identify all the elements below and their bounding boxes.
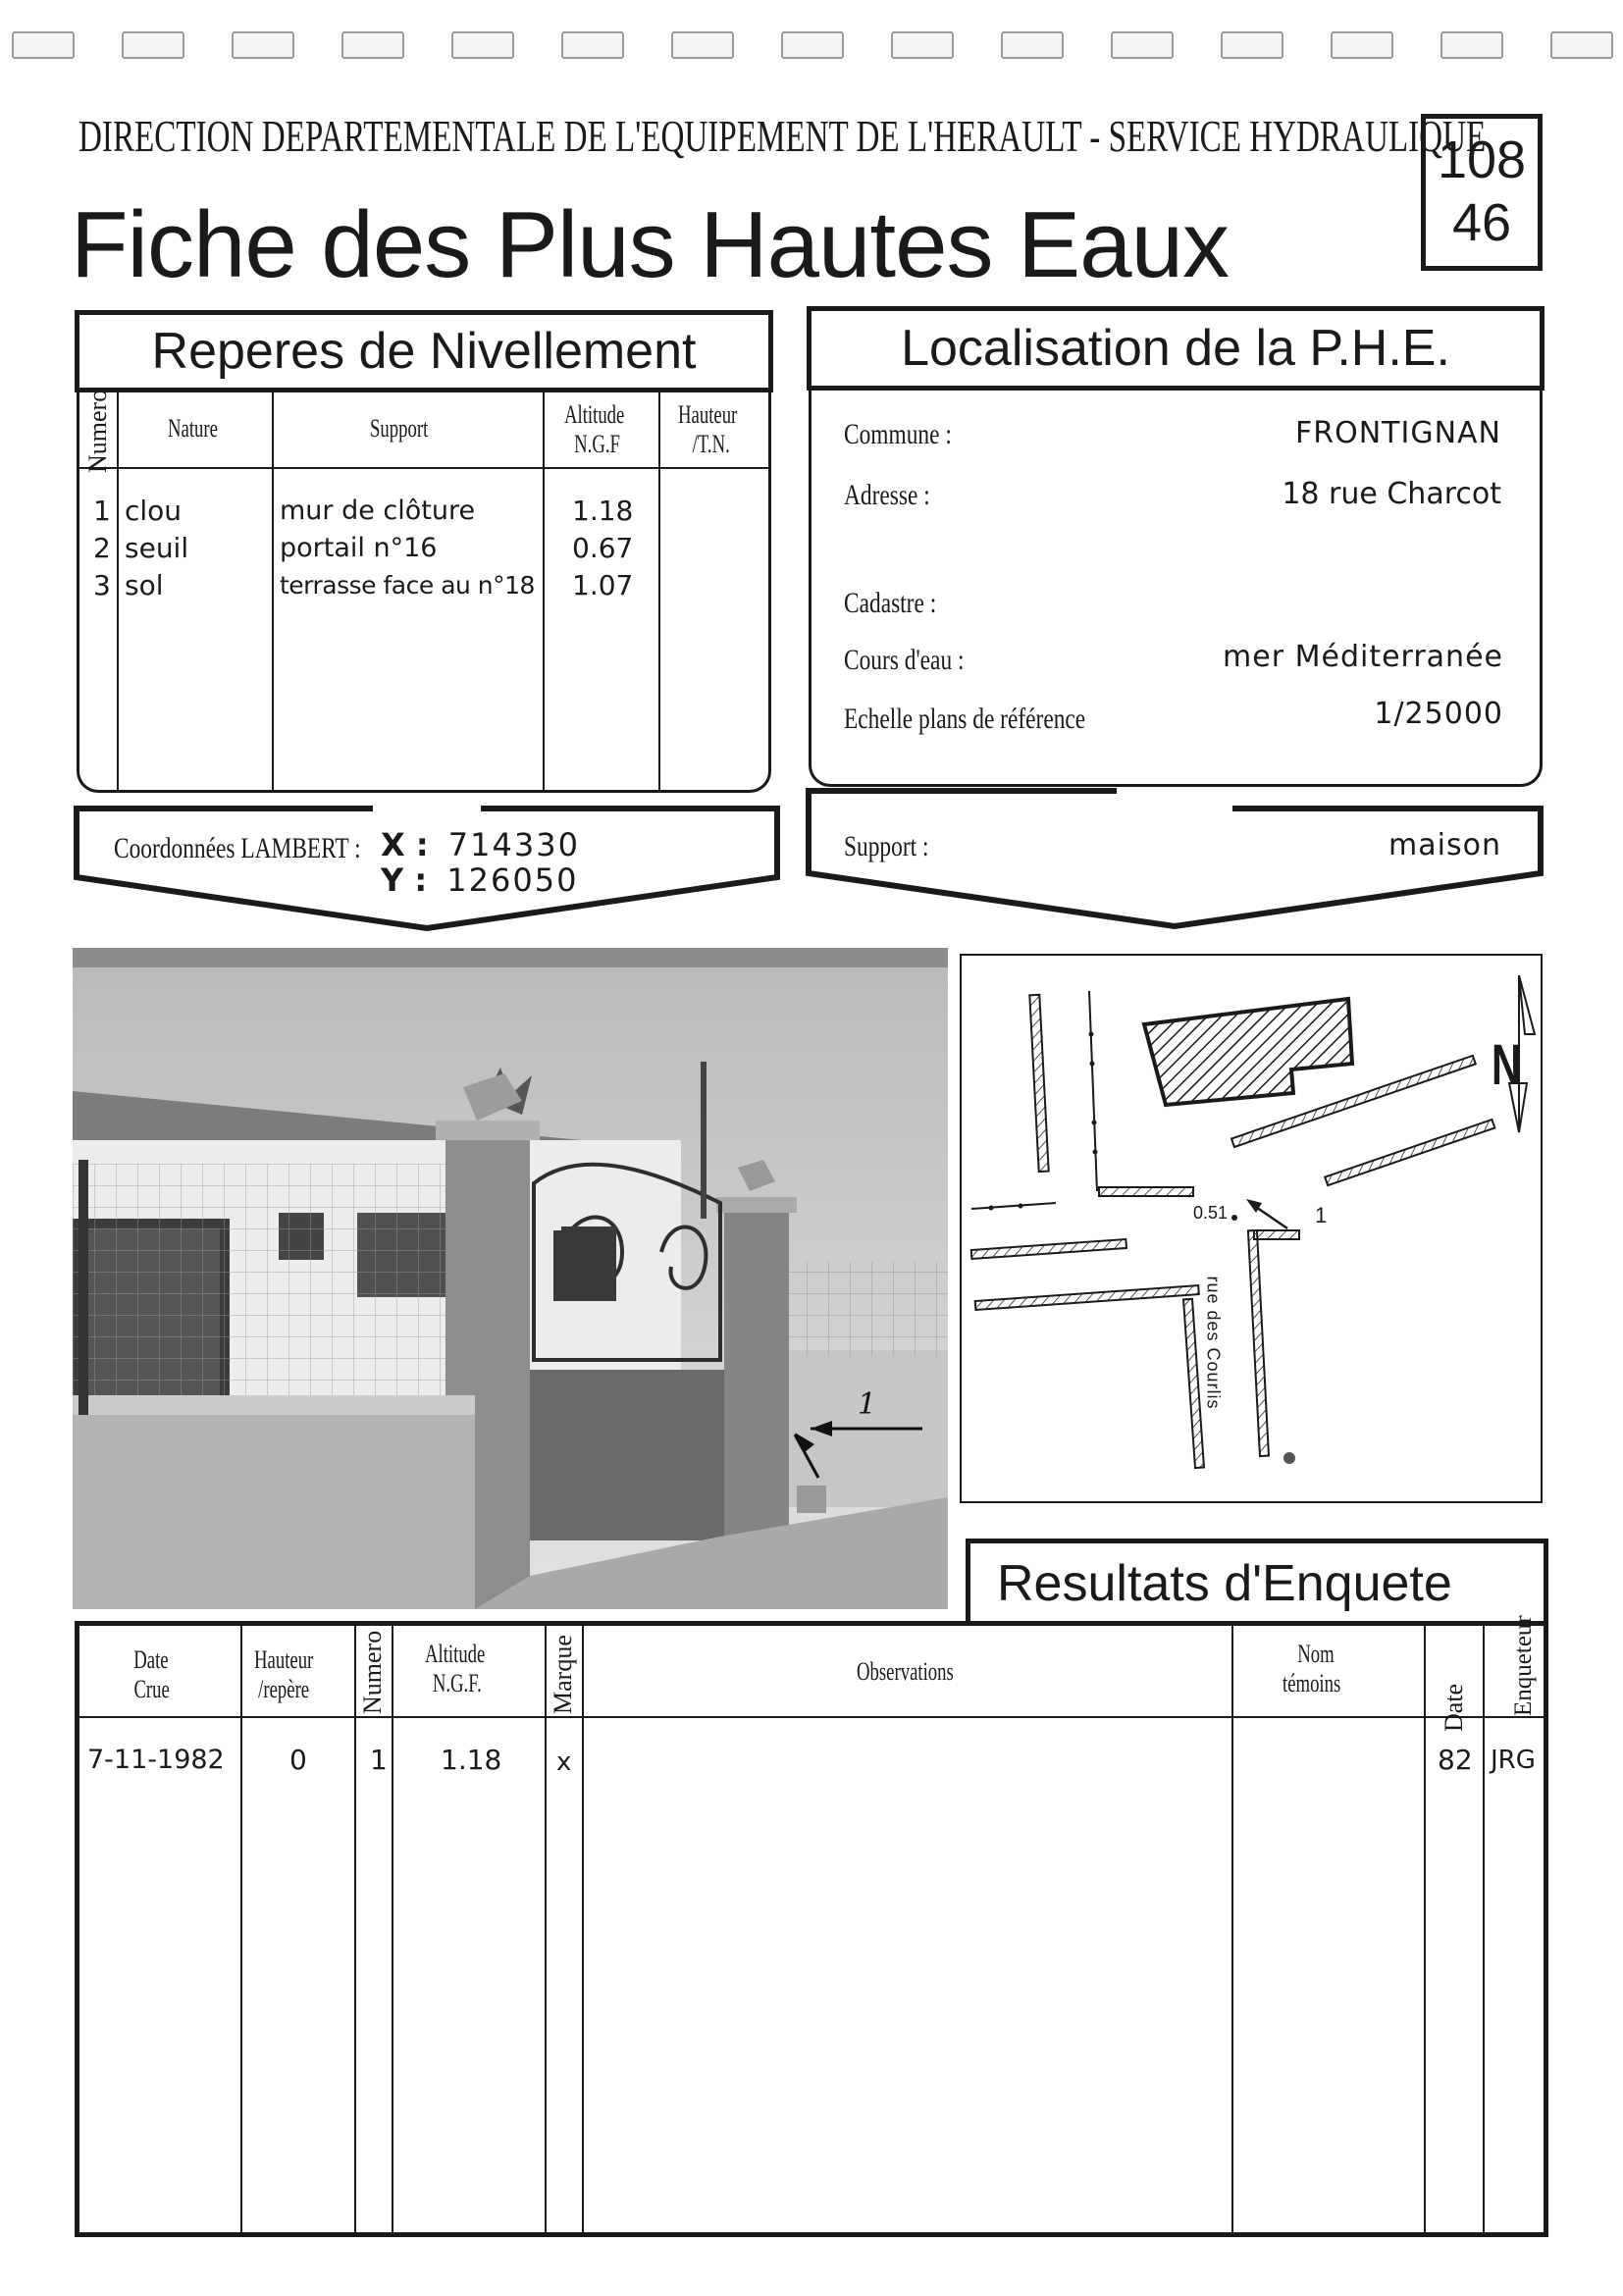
lambert-label: Coordonnées LAMBERT : — [114, 832, 361, 864]
reference-box — [1421, 114, 1543, 271]
repere-nature: clou — [125, 495, 183, 527]
col-support-header: Support — [370, 414, 429, 443]
col-date-header: Date — [1440, 1683, 1468, 1732]
col-altitude-header — [564, 400, 624, 459]
house-photo-illustration — [73, 948, 948, 1609]
point-number-label: 1 — [1315, 1203, 1328, 1227]
reference-number-bottom: 46 — [1451, 193, 1512, 252]
result-hauteur: 0 — [289, 1744, 307, 1776]
street-plan — [962, 956, 1541, 1501]
north-label: N — [1492, 1033, 1522, 1097]
location-map — [960, 954, 1543, 1503]
y-label: Y : — [381, 861, 428, 899]
hauteur-line1: Hauteur — [254, 1645, 314, 1674]
x-value: 714330 — [447, 826, 580, 863]
adresse-value: 18 rue Charcot — [1282, 477, 1501, 511]
photo-mark-label: 1 — [858, 1387, 877, 1422]
date-crue-line1: Date — [133, 1645, 169, 1674]
col-nom-header — [1283, 1640, 1340, 1698]
col-marque-header: Marque — [549, 1635, 577, 1714]
table-row: 7-11-1982 — [87, 1745, 225, 1775]
col-numero-header: Numero — [83, 389, 112, 473]
commune-value: FRONTIGNAN — [1295, 416, 1501, 450]
reperes-table — [77, 389, 771, 793]
reference-number-top: 108 — [1437, 130, 1527, 189]
col-enqueteur-header: Enqueteur — [1510, 1615, 1537, 1716]
reperes-title: Reperes de Nivellement — [75, 310, 773, 392]
col-date-crue-header — [132, 1645, 170, 1704]
col-hauteur-header — [678, 400, 737, 459]
altitude-line1: Altitude — [425, 1640, 486, 1668]
altitude-line1: Altitude — [564, 400, 625, 429]
lambert-x — [381, 826, 580, 863]
repere-altitude: 0.67 — [572, 532, 634, 564]
result-altitude: 1.18 — [441, 1744, 502, 1776]
repere-altitude: 1.07 — [572, 569, 634, 601]
repere-support: portail n°16 — [280, 533, 438, 563]
table-row: 1 — [93, 495, 111, 527]
echelle-value: 1/25000 — [1374, 697, 1503, 731]
point-level-label: 0.51 — [1193, 1203, 1229, 1223]
page-title: Fiche des Plus Hautes Eaux — [71, 192, 1229, 297]
altitude-line2: N.G.F. — [432, 1669, 482, 1697]
repere-altitude: 1.18 — [572, 495, 634, 527]
support-value: maison — [1388, 828, 1501, 862]
hauteur-line2: /repère — [258, 1675, 310, 1703]
repere-support: terrasse face au n°18 — [280, 571, 535, 600]
hauteur-line1: Hauteur — [678, 400, 738, 429]
col-observations-header: Observations — [857, 1657, 954, 1686]
lambert-y — [381, 861, 578, 899]
site-photo — [73, 948, 948, 1609]
date-crue-line2: Crue — [133, 1675, 170, 1703]
repere-nature: seuil — [125, 532, 189, 564]
resultats-title: Resultats d'Enquete — [997, 1555, 1452, 1612]
cours-eau-value: mer Méditerranée — [1223, 640, 1503, 674]
repere-support: mur de clôture — [280, 496, 476, 526]
nom-line2: témoins — [1283, 1669, 1341, 1697]
col-nature-header: Nature — [168, 414, 218, 443]
col-altitude-header — [425, 1640, 485, 1698]
col-hauteur-header — [254, 1645, 313, 1704]
col-numero-header: Numero — [358, 1630, 387, 1714]
result-date: 82 — [1438, 1744, 1473, 1776]
y-value: 126050 — [446, 861, 579, 899]
organisation-header: DIRECTION DEPARTEMENTALE DE L'EQUIPEMENT DE L'HERAULT - SERVICE HYDRAULIQUE — [79, 111, 1487, 161]
localisation-title: Localisation de la P.H.E. — [807, 306, 1544, 391]
resultats-table — [75, 1615, 1548, 2237]
cadastre-label: Cadastre : — [844, 587, 937, 619]
echelle-label: Echelle plans de référence — [844, 703, 1086, 735]
adresse-label: Adresse : — [844, 479, 930, 511]
commune-label: Commune : — [844, 418, 952, 450]
result-marque: x — [556, 1748, 572, 1777]
hauteur-line2: /T.N. — [692, 430, 730, 458]
repere-nature: sol — [125, 569, 164, 601]
street-label: rue des Courlis — [1203, 1276, 1224, 1410]
nom-line1: Nom — [1297, 1640, 1335, 1668]
altitude-line2: N.G.F — [574, 430, 620, 458]
result-numero: 1 — [370, 1744, 388, 1776]
support-label: Support : — [844, 830, 929, 862]
x-label: X : — [381, 826, 429, 863]
table-row: 2 — [93, 532, 111, 564]
cours-eau-label: Cours d'eau : — [844, 644, 965, 676]
table-row: 3 — [93, 569, 111, 601]
result-enqueteur: JRG — [1491, 1746, 1536, 1775]
